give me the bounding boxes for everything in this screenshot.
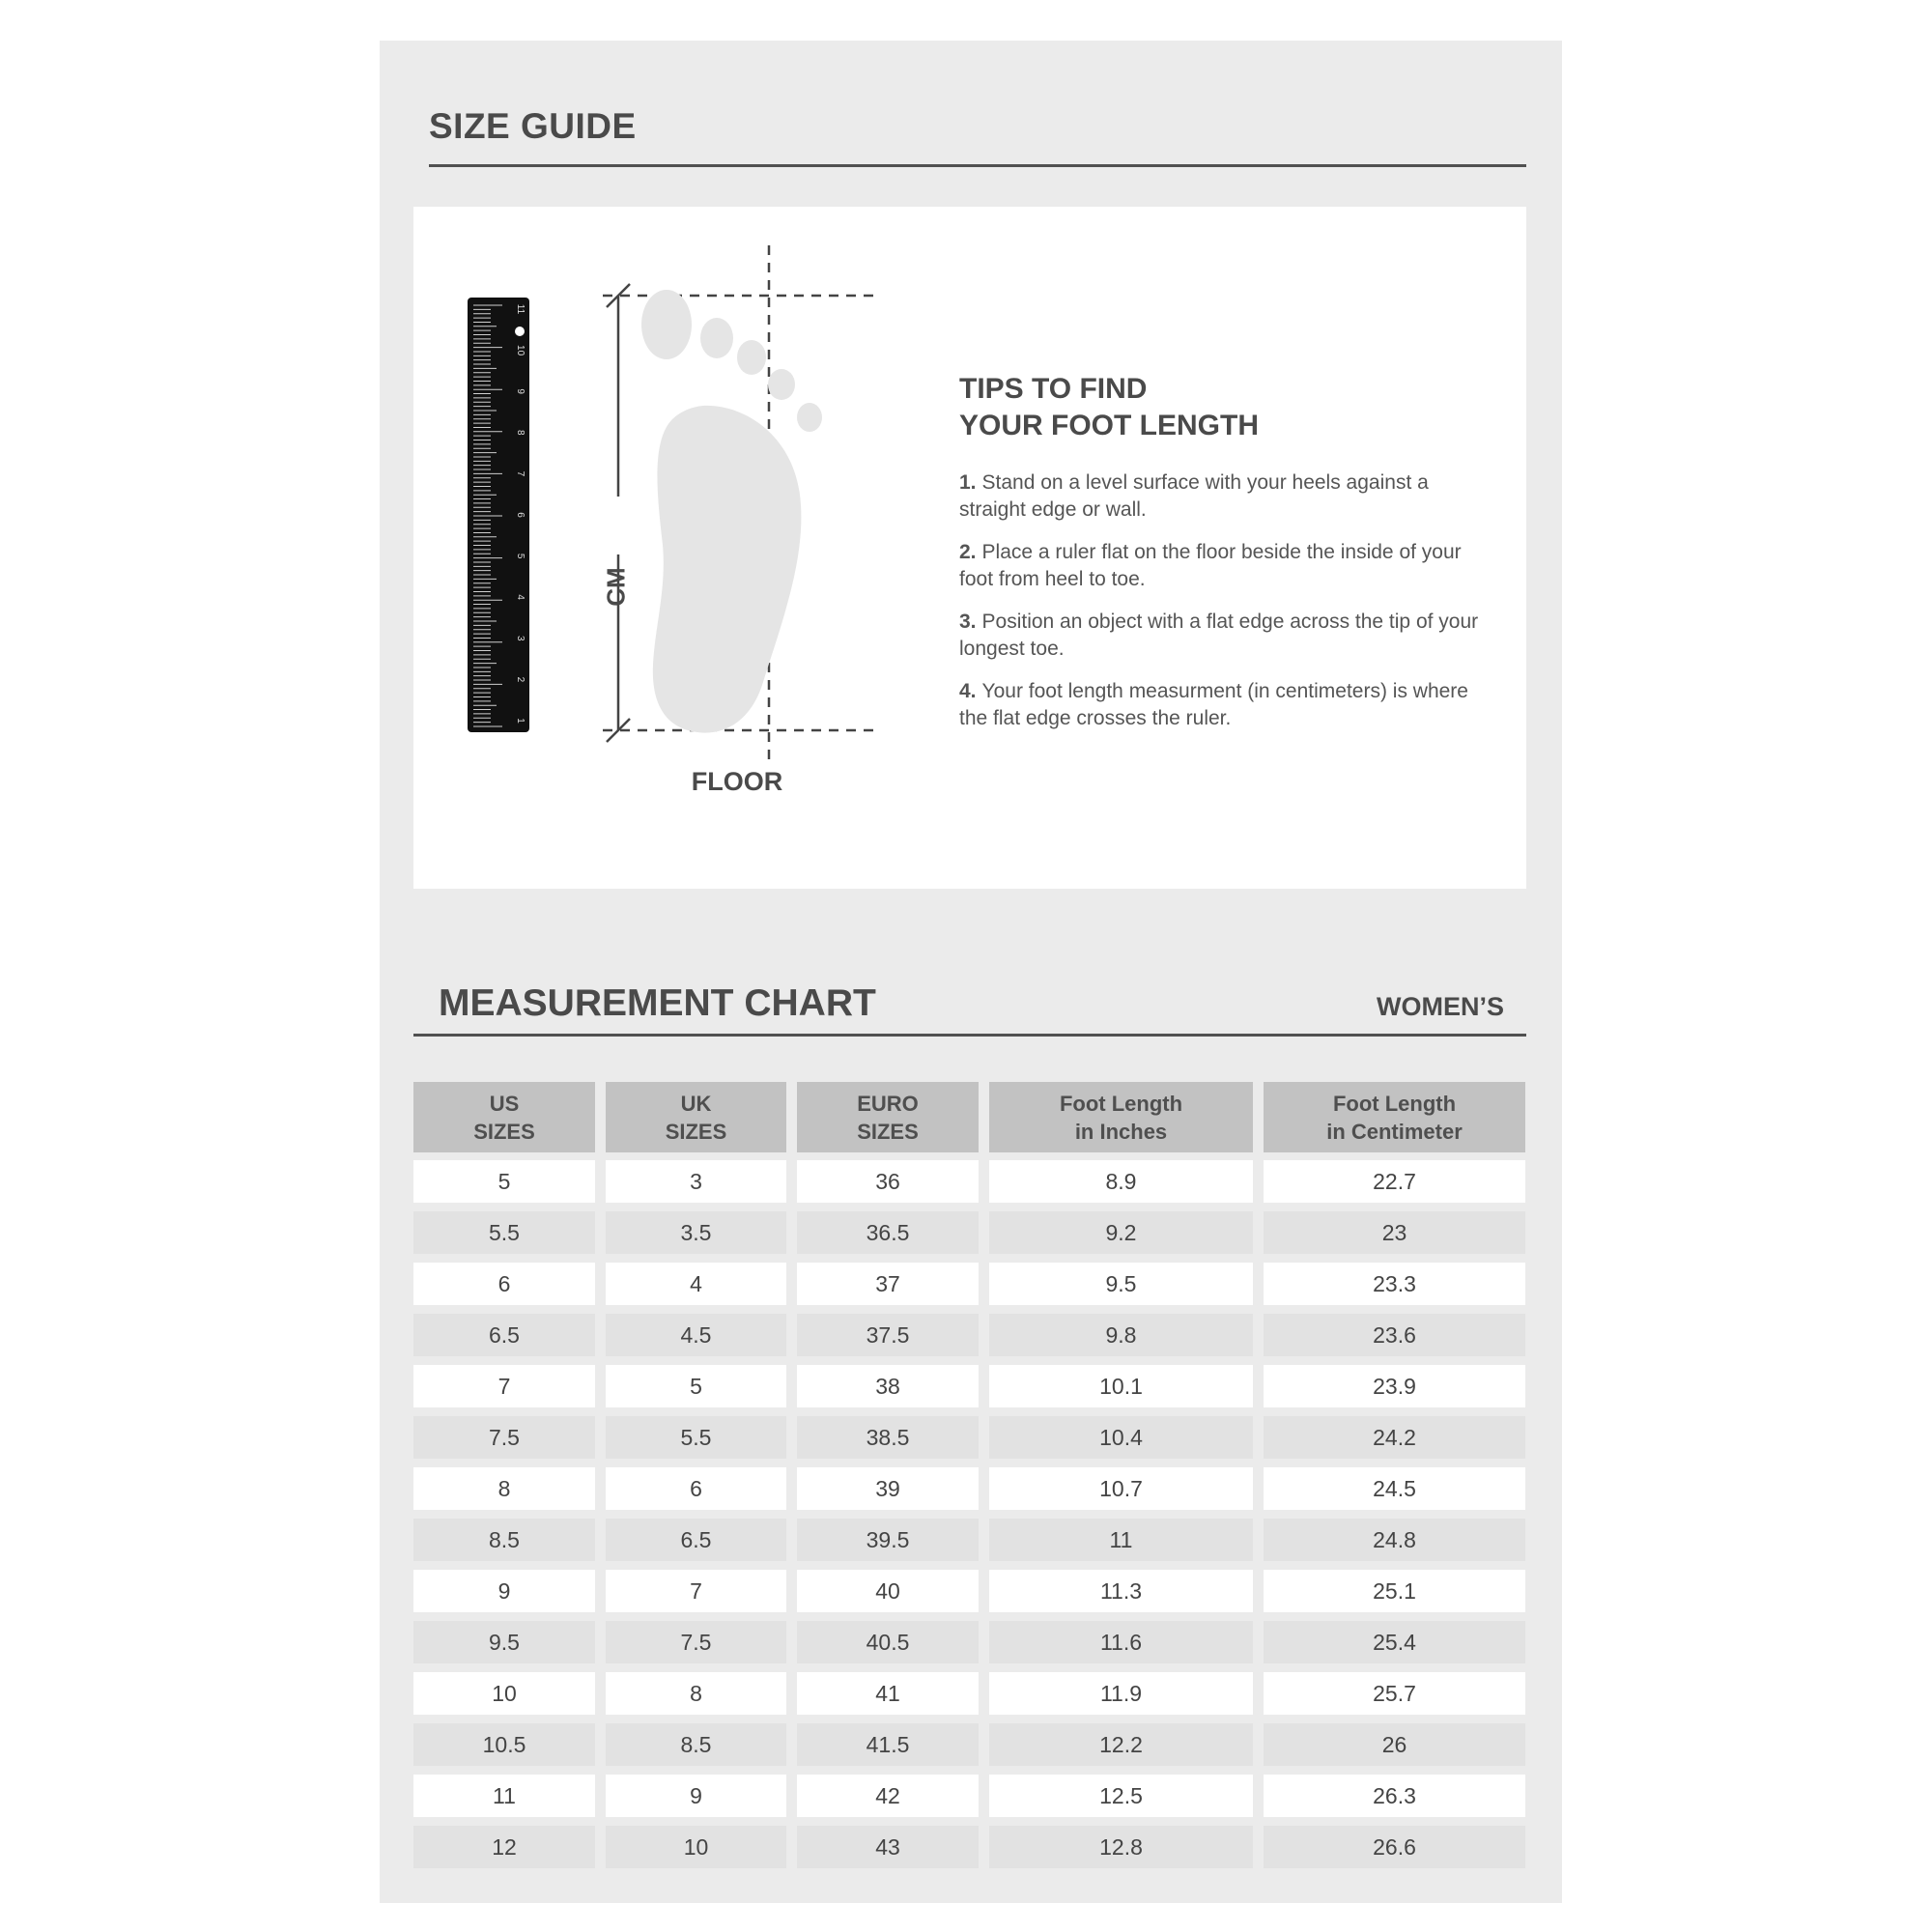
foot-measure-diagram: [413, 207, 916, 889]
column-header: [797, 1082, 979, 1152]
cm-label: CM: [601, 567, 631, 607]
table-cell: 9.2: [989, 1211, 1253, 1254]
table-cell: 23.9: [1264, 1365, 1525, 1407]
tip-text: Place a ruler flat on the floor beside the inside of your foot from heel to toe.: [959, 541, 1462, 590]
ruler-number: 3: [515, 636, 526, 641]
measurement-chart-title: MEASUREMENT CHART: [439, 982, 876, 1024]
column-header: [413, 1082, 595, 1152]
column-header: [1264, 1082, 1525, 1152]
table-cell: 23: [1264, 1211, 1525, 1254]
table-cell: 24.5: [1264, 1467, 1525, 1510]
table-cell: 3: [606, 1160, 786, 1203]
table-cell: 6: [606, 1467, 786, 1510]
table-cell: 7.5: [606, 1621, 786, 1663]
table-row: [413, 1365, 1526, 1407]
ruler-number: 2: [515, 676, 526, 683]
ruler-number: 8: [515, 430, 526, 436]
table-cell: 6: [413, 1263, 595, 1305]
tip-number: 1.: [959, 471, 977, 494]
tip-item: [959, 678, 1481, 732]
tips-heading-line1: TIPS TO FIND: [959, 373, 1148, 405]
table-cell: 4: [606, 1263, 786, 1305]
table-cell: 7.5: [413, 1416, 595, 1459]
column-header-line: UK: [680, 1091, 712, 1116]
ruler-icon: [468, 298, 529, 732]
size-guide-card: [380, 41, 1562, 1903]
table-cell: 25.7: [1264, 1672, 1525, 1715]
table-row: [413, 1160, 1526, 1203]
table-cell: 9: [606, 1775, 786, 1817]
column-header: [606, 1082, 786, 1152]
ruler-number: 11: [515, 303, 526, 315]
tip-text: Stand on a level surface with your heels against a straight edge or wall.: [959, 471, 1429, 521]
table-cell: 23.3: [1264, 1263, 1525, 1305]
table-cell: 37: [797, 1263, 979, 1305]
table-cell: 10: [413, 1672, 595, 1715]
table-cell: 42: [797, 1775, 979, 1817]
table-row: [413, 1672, 1526, 1715]
ruler-number: 10: [515, 345, 526, 356]
tip-item: [959, 539, 1481, 593]
table-cell: 26.6: [1264, 1826, 1525, 1868]
table-cell: 10: [606, 1826, 786, 1868]
table-cell: 9.5: [413, 1621, 595, 1663]
table-cell: 7: [606, 1570, 786, 1612]
table-row: [413, 1775, 1526, 1817]
ruler-number: 9: [515, 388, 526, 394]
table-cell: 5.5: [413, 1211, 595, 1254]
table-cell: 12.2: [989, 1723, 1253, 1766]
instructions-panel: [413, 207, 1526, 889]
table-cell: 8.9: [989, 1160, 1253, 1203]
chart-divider: [413, 1034, 1526, 1037]
chart-category-label: WOMEN’S: [1377, 992, 1504, 1021]
table-cell: 8.5: [606, 1723, 786, 1766]
column-header-line: in Inches: [1074, 1119, 1168, 1144]
column-header-line: EURO: [857, 1091, 919, 1116]
table-cell: 23.6: [1264, 1314, 1525, 1356]
column-header-line: SIZES: [857, 1119, 919, 1144]
ruler-number: 4: [515, 594, 526, 600]
table-cell: 24.2: [1264, 1416, 1525, 1459]
table-row: [413, 1570, 1526, 1612]
table-cell: 38.5: [797, 1416, 979, 1459]
table-cell: 3.5: [606, 1211, 786, 1254]
ruler-number: 6: [515, 512, 526, 518]
table-row: [413, 1621, 1526, 1663]
table-cell: 39: [797, 1467, 979, 1510]
tip-number: 4.: [959, 680, 977, 702]
tip-text: Position an object with a flat edge across the tip of your longest toe.: [959, 611, 1479, 660]
column-header: [989, 1082, 1253, 1152]
footprint-icon: [641, 290, 822, 733]
column-header-line: in Centimeter: [1326, 1119, 1463, 1144]
size-table: [413, 1082, 1526, 1877]
table-cell: 11: [413, 1775, 595, 1817]
table-cell: 40.5: [797, 1621, 979, 1663]
table-cell: 22.7: [1264, 1160, 1525, 1203]
table-cell: 4.5: [606, 1314, 786, 1356]
table-cell: 26: [1264, 1723, 1525, 1766]
ruler-number: 1: [515, 718, 526, 724]
floor-label: FLOOR: [691, 767, 783, 796]
ruler-number: 5: [515, 553, 526, 559]
table-cell: 7: [413, 1365, 595, 1407]
tip-item: [959, 469, 1481, 524]
table-row: [413, 1314, 1526, 1356]
column-header-line: Foot Length: [1059, 1091, 1183, 1116]
table-row: [413, 1211, 1526, 1254]
table-row: [413, 1416, 1526, 1459]
table-cell: 9.5: [989, 1263, 1253, 1305]
table-cell: 6.5: [606, 1519, 786, 1561]
table-cell: 40: [797, 1570, 979, 1612]
table-row: [413, 1467, 1526, 1510]
table-cell: 12.5: [989, 1775, 1253, 1817]
table-cell: 10.1: [989, 1365, 1253, 1407]
table-cell: 5.5: [606, 1416, 786, 1459]
table-row: [413, 1826, 1526, 1868]
table-cell: 36: [797, 1160, 979, 1203]
tip-text: Your foot length measurment (in centimeters) is where the flat edge crosses the ruler.: [959, 680, 1468, 729]
column-header-line: SIZES: [665, 1119, 727, 1144]
table-cell: 8: [413, 1467, 595, 1510]
table-cell: 9: [413, 1570, 595, 1612]
tips-heading: [959, 371, 1481, 444]
table-cell: 9.8: [989, 1314, 1253, 1356]
tip-number: 3.: [959, 611, 977, 633]
table-cell: 38: [797, 1365, 979, 1407]
table-row: [413, 1723, 1526, 1766]
title-divider: [429, 164, 1526, 167]
ruler-number: 7: [515, 470, 526, 477]
table-cell: 39.5: [797, 1519, 979, 1561]
table-cell: 11.6: [989, 1621, 1253, 1663]
table-cell: 37.5: [797, 1314, 979, 1356]
column-header-line: SIZES: [473, 1119, 535, 1144]
table-cell: 6.5: [413, 1314, 595, 1356]
size-guide-title: SIZE GUIDE: [429, 106, 637, 146]
tips-section: [959, 371, 1481, 748]
table-cell: 8.5: [413, 1519, 595, 1561]
table-cell: 12.8: [989, 1826, 1253, 1868]
table-cell: 11: [989, 1519, 1253, 1561]
column-header-line: US: [489, 1091, 520, 1116]
table-cell: 41: [797, 1672, 979, 1715]
table-cell: 12: [413, 1826, 595, 1868]
table-cell: 41.5: [797, 1723, 979, 1766]
table-cell: 24.8: [1264, 1519, 1525, 1561]
table-cell: 10.4: [989, 1416, 1253, 1459]
table-cell: 26.3: [1264, 1775, 1525, 1817]
table-header-row: [413, 1082, 1526, 1152]
table-cell: 10.7: [989, 1467, 1253, 1510]
table-cell: 43: [797, 1826, 979, 1868]
table-cell: 25.4: [1264, 1621, 1525, 1663]
table-row: [413, 1263, 1526, 1305]
table-cell: 8: [606, 1672, 786, 1715]
table-cell: 5: [606, 1365, 786, 1407]
table-cell: 25.1: [1264, 1570, 1525, 1612]
table-row: [413, 1519, 1526, 1561]
table-cell: 11.3: [989, 1570, 1253, 1612]
tip-item: [959, 609, 1481, 663]
table-cell: 36.5: [797, 1211, 979, 1254]
table-cell: 11.9: [989, 1672, 1253, 1715]
table-cell: 10.5: [413, 1723, 595, 1766]
table-cell: 5: [413, 1160, 595, 1203]
tips-heading-line2: YOUR FOOT LENGTH: [959, 410, 1259, 441]
tip-number: 2.: [959, 541, 977, 563]
column-header-line: Foot Length: [1332, 1091, 1457, 1116]
